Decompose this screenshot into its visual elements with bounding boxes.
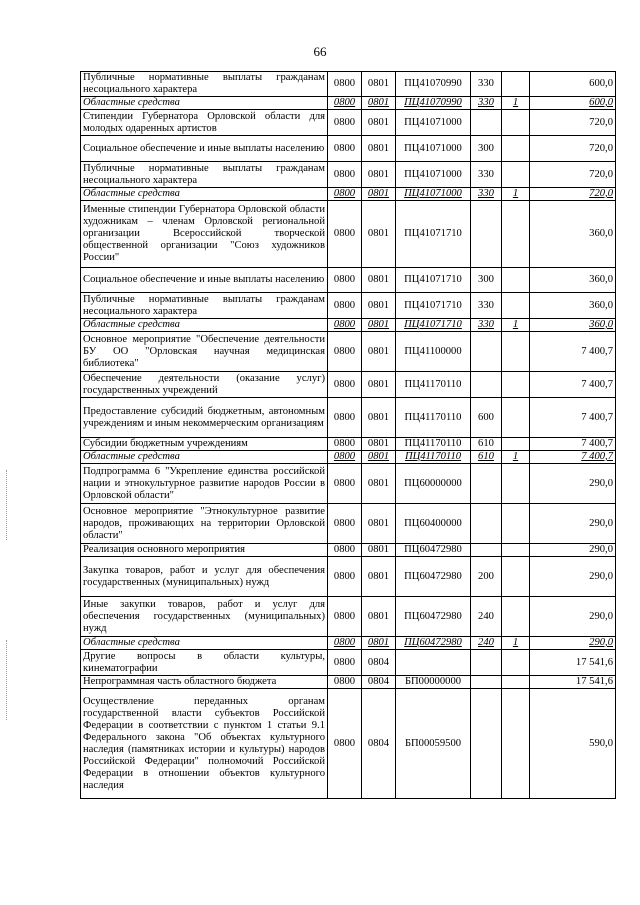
- amount-cell: 360,0: [530, 268, 616, 293]
- expense-type-cell: [471, 544, 502, 557]
- section-code-cell: 0801: [362, 504, 396, 544]
- amount-cell: 290,0: [530, 597, 616, 637]
- department-code-cell: 0800: [328, 162, 362, 188]
- amount-cell: 360,0: [530, 293, 616, 319]
- expense-type-cell: 200: [471, 557, 502, 597]
- funding-source-cell: [502, 332, 530, 372]
- table-row: [81, 332, 616, 372]
- funding-source-cell: [502, 504, 530, 544]
- amount-cell: 600,0: [530, 72, 616, 97]
- amount-cell: 7 400,7: [530, 372, 616, 398]
- expense-type-cell: 330: [471, 97, 502, 110]
- department-code-cell: 0800: [328, 451, 362, 464]
- table-row: [81, 398, 616, 438]
- table-row: [81, 438, 616, 451]
- row-name-cell: Закупка товаров, работ и услуг для обеспечения государственных (муниципальных) нужд: [81, 557, 328, 597]
- margin-binding-mark: [6, 640, 9, 720]
- amount-cell: 7 400,7: [530, 398, 616, 438]
- section-code-cell: 0801: [362, 372, 396, 398]
- row-name-cell: Публичные нормативные выплаты гражданам несоциального характера: [81, 293, 328, 319]
- department-code-cell: 0800: [328, 557, 362, 597]
- expense-type-cell: 330: [471, 188, 502, 201]
- department-code-cell: 0800: [328, 676, 362, 689]
- table-row: [81, 451, 616, 464]
- target-article-cell: ПЦ60400000: [396, 504, 471, 544]
- funding-source-cell: [502, 372, 530, 398]
- amount-cell: 7 400,7: [530, 332, 616, 372]
- funding-source-cell: [502, 110, 530, 136]
- funding-source-cell: [502, 557, 530, 597]
- target-article-cell: БП00059500: [396, 689, 471, 799]
- target-article-cell: ПЦ41170110: [396, 398, 471, 438]
- expense-type-cell: 300: [471, 268, 502, 293]
- department-code-cell: 0800: [328, 136, 362, 162]
- target-article-cell: ПЦ41070990: [396, 72, 471, 97]
- department-code-cell: 0800: [328, 597, 362, 637]
- funding-source-cell: 1: [502, 451, 530, 464]
- department-code-cell: 0800: [328, 650, 362, 676]
- amount-cell: 290,0: [530, 637, 616, 650]
- target-article-cell: ПЦ41170110: [396, 372, 471, 398]
- section-code-cell: 0801: [362, 72, 396, 97]
- expense-type-cell: 330: [471, 319, 502, 332]
- expense-type-cell: [471, 372, 502, 398]
- funding-source-cell: [502, 544, 530, 557]
- row-name-cell: Предоставление субсидий бюджетным, автономным учреждениям и иным некоммерческим организациям: [81, 398, 328, 438]
- target-article-cell: БП00000000: [396, 676, 471, 689]
- department-code-cell: 0800: [328, 398, 362, 438]
- table-row: [81, 97, 616, 110]
- section-code-cell: 0801: [362, 201, 396, 268]
- section-code-cell: 0801: [362, 188, 396, 201]
- expense-type-cell: [471, 464, 502, 504]
- funding-source-cell: [502, 72, 530, 97]
- section-code-cell: 0801: [362, 136, 396, 162]
- funding-source-cell: [502, 438, 530, 451]
- table-row: [81, 268, 616, 293]
- expense-type-cell: [471, 650, 502, 676]
- table-row: [81, 464, 616, 504]
- section-code-cell: 0804: [362, 650, 396, 676]
- amount-cell: 7 400,7: [530, 451, 616, 464]
- funding-source-cell: 1: [502, 319, 530, 332]
- target-article-cell: ПЦ41071000: [396, 110, 471, 136]
- amount-cell: 720,0: [530, 136, 616, 162]
- department-code-cell: 0800: [328, 689, 362, 799]
- table-row: [81, 557, 616, 597]
- table-row: [81, 676, 616, 689]
- table-row: [81, 689, 616, 799]
- row-name-cell: Публичные нормативные выплаты гражданам несоциального характера: [81, 72, 328, 97]
- department-code-cell: 0800: [328, 201, 362, 268]
- amount-cell: 720,0: [530, 188, 616, 201]
- target-article-cell: ПЦ60472980: [396, 544, 471, 557]
- page-number: 66: [313, 44, 327, 59]
- department-code-cell: 0800: [328, 504, 362, 544]
- target-article-cell: ПЦ41070990: [396, 97, 471, 110]
- funding-source-cell: [502, 650, 530, 676]
- row-name-cell: Социальное обеспечение и иные выплаты населению: [81, 136, 328, 162]
- section-code-cell: 0801: [362, 637, 396, 650]
- department-code-cell: 0800: [328, 637, 362, 650]
- target-article-cell: ПЦ41170110: [396, 451, 471, 464]
- section-code-cell: 0801: [362, 268, 396, 293]
- funding-source-cell: [502, 464, 530, 504]
- amount-cell: 720,0: [530, 110, 616, 136]
- funding-source-cell: [502, 162, 530, 188]
- department-code-cell: 0800: [328, 332, 362, 372]
- table-row: [81, 319, 616, 332]
- amount-cell: 7 400,7: [530, 438, 616, 451]
- expense-type-cell: 240: [471, 597, 502, 637]
- budget-table: [80, 71, 616, 799]
- row-name-cell: Реализация основного мероприятия: [81, 544, 328, 557]
- table-row: [81, 72, 616, 97]
- table-row: [81, 136, 616, 162]
- row-name-cell: Публичные нормативные выплаты гражданам несоциального характера: [81, 162, 328, 188]
- target-article-cell: ПЦ41170110: [396, 438, 471, 451]
- expense-type-cell: [471, 332, 502, 372]
- funding-source-cell: [502, 201, 530, 268]
- funding-source-cell: [502, 268, 530, 293]
- department-code-cell: 0800: [328, 268, 362, 293]
- row-name-cell: Субсидии бюджетным учреждениям: [81, 438, 328, 451]
- section-code-cell: 0804: [362, 689, 396, 799]
- expense-type-cell: 600: [471, 398, 502, 438]
- department-code-cell: 0800: [328, 319, 362, 332]
- table-row: [81, 597, 616, 637]
- target-article-cell: ПЦ60472980: [396, 597, 471, 637]
- margin-binding-mark: [6, 470, 9, 540]
- amount-cell: 17 541,6: [530, 650, 616, 676]
- row-name-cell: Именные стипендии Губернатора Орловской области художникам – членам Орловской региональной организации Всероссийской творческой общественной организации "Союз художников России": [81, 201, 328, 268]
- expense-type-cell: 330: [471, 162, 502, 188]
- row-name-cell: Областные средства: [81, 451, 328, 464]
- department-code-cell: 0800: [328, 188, 362, 201]
- row-name-cell: Основное мероприятие "Обеспечение деятельности БУ ОО "Орловская научная медицинская библиотека": [81, 332, 328, 372]
- expense-type-cell: [471, 110, 502, 136]
- target-article-cell: ПЦ41071710: [396, 319, 471, 332]
- table-row: [81, 293, 616, 319]
- funding-source-cell: [502, 689, 530, 799]
- target-article-cell: ПЦ41071000: [396, 136, 471, 162]
- table-row: [81, 650, 616, 676]
- amount-cell: 290,0: [530, 544, 616, 557]
- target-article-cell: ПЦ60472980: [396, 637, 471, 650]
- expense-type-cell: 330: [471, 72, 502, 97]
- expense-type-cell: [471, 689, 502, 799]
- amount-cell: 290,0: [530, 464, 616, 504]
- table-row: [81, 201, 616, 268]
- expense-type-cell: [471, 676, 502, 689]
- funding-source-cell: [502, 597, 530, 637]
- amount-cell: 290,0: [530, 504, 616, 544]
- amount-cell: 360,0: [530, 201, 616, 268]
- row-name-cell: Областные средства: [81, 188, 328, 201]
- target-article-cell: ПЦ60000000: [396, 464, 471, 504]
- row-name-cell: Иные закупки товаров, работ и услуг для обеспечения государственных (муниципальных) нужд: [81, 597, 328, 637]
- amount-cell: 600,0: [530, 97, 616, 110]
- funding-source-cell: [502, 136, 530, 162]
- row-name-cell: Осуществление переданных органам государственной власти субъектов Российской Федерации в соответствии с пунктом 1 статьи 9.1 Федерального закона "Об объектах культурного наследия (памятниках истории и культуры) народов Российской Федерации" полномочий Российской Федерации в отношении объектов культурного наследия: [81, 689, 328, 799]
- target-article-cell: ПЦ41071710: [396, 201, 471, 268]
- target-article-cell: [396, 650, 471, 676]
- section-code-cell: 0801: [362, 293, 396, 319]
- department-code-cell: 0800: [328, 72, 362, 97]
- section-code-cell: 0801: [362, 319, 396, 332]
- expense-type-cell: 300: [471, 136, 502, 162]
- target-article-cell: ПЦ41071710: [396, 293, 471, 319]
- section-code-cell: 0801: [362, 544, 396, 557]
- section-code-cell: 0801: [362, 162, 396, 188]
- row-name-cell: Стипендии Губернатора Орловской области для молодых одаренных артистов: [81, 110, 328, 136]
- row-name-cell: Основное мероприятие "Этнокультурное развитие народов, проживающих на территории Орловской области": [81, 504, 328, 544]
- row-name-cell: Подпрограмма 6 "Укрепление единства российской нации и этнокультурное развитие народов России в Орловской области": [81, 464, 328, 504]
- amount-cell: 290,0: [530, 557, 616, 597]
- funding-source-cell: 1: [502, 188, 530, 201]
- target-article-cell: ПЦ41071710: [396, 268, 471, 293]
- target-article-cell: ПЦ41071000: [396, 162, 471, 188]
- row-name-cell: Другие вопросы в области культуры, кинематографии: [81, 650, 328, 676]
- amount-cell: 360,0: [530, 319, 616, 332]
- funding-source-cell: [502, 293, 530, 319]
- expense-type-cell: [471, 201, 502, 268]
- table-row: [81, 110, 616, 136]
- expense-type-cell: 240: [471, 637, 502, 650]
- section-code-cell: 0804: [362, 676, 396, 689]
- funding-source-cell: [502, 398, 530, 438]
- expense-type-cell: 330: [471, 293, 502, 319]
- section-code-cell: 0801: [362, 110, 396, 136]
- section-code-cell: 0801: [362, 398, 396, 438]
- funding-source-cell: [502, 676, 530, 689]
- expense-type-cell: 610: [471, 438, 502, 451]
- department-code-cell: 0800: [328, 438, 362, 451]
- amount-cell: 590,0: [530, 689, 616, 799]
- table-row: [81, 504, 616, 544]
- table-row: [81, 544, 616, 557]
- row-name-cell: Обеспечение деятельности (оказание услуг) государственных учреждений: [81, 372, 328, 398]
- budget-table-body: [81, 72, 616, 799]
- section-code-cell: 0801: [362, 332, 396, 372]
- department-code-cell: 0800: [328, 97, 362, 110]
- department-code-cell: 0800: [328, 372, 362, 398]
- section-code-cell: 0801: [362, 451, 396, 464]
- expense-type-cell: 610: [471, 451, 502, 464]
- table-row: [81, 637, 616, 650]
- department-code-cell: 0800: [328, 464, 362, 504]
- expense-type-cell: [471, 504, 502, 544]
- target-article-cell: ПЦ41071000: [396, 188, 471, 201]
- table-row: [81, 162, 616, 188]
- row-name-cell: Областные средства: [81, 319, 328, 332]
- department-code-cell: 0800: [328, 293, 362, 319]
- amount-cell: 720,0: [530, 162, 616, 188]
- target-article-cell: ПЦ60472980: [396, 557, 471, 597]
- section-code-cell: 0801: [362, 597, 396, 637]
- target-article-cell: ПЦ41100000: [396, 332, 471, 372]
- section-code-cell: 0801: [362, 97, 396, 110]
- funding-source-cell: 1: [502, 97, 530, 110]
- table-row: [81, 372, 616, 398]
- section-code-cell: 0801: [362, 438, 396, 451]
- row-name-cell: Социальное обеспечение и иные выплаты населению: [81, 268, 328, 293]
- department-code-cell: 0800: [328, 544, 362, 557]
- row-name-cell: Областные средства: [81, 97, 328, 110]
- amount-cell: 17 541,6: [530, 676, 616, 689]
- table-row: [81, 188, 616, 201]
- row-name-cell: Областные средства: [81, 637, 328, 650]
- row-name-cell: Непрограммная часть областного бюджета: [81, 676, 328, 689]
- department-code-cell: 0800: [328, 110, 362, 136]
- section-code-cell: 0801: [362, 464, 396, 504]
- funding-source-cell: 1: [502, 637, 530, 650]
- section-code-cell: 0801: [362, 557, 396, 597]
